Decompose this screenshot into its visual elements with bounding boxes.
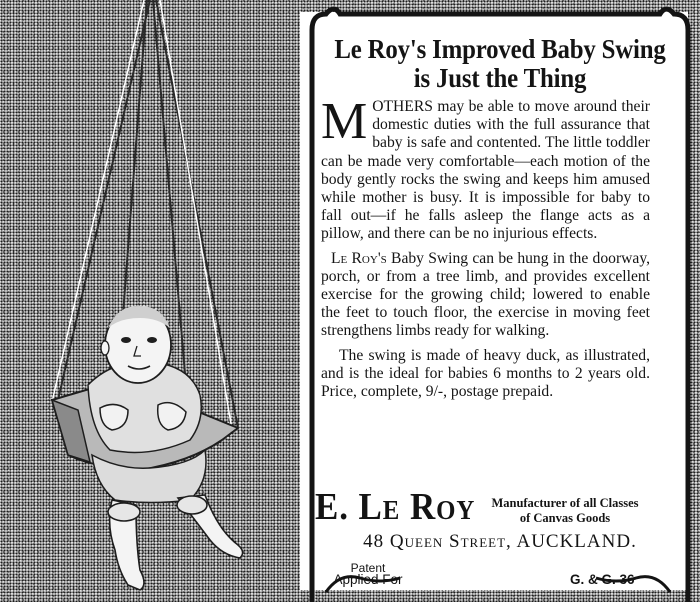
company-name: E. Le Roy <box>315 486 476 528</box>
headline-line2: is Just the Thing <box>413 63 587 93</box>
paragraph-2 <box>321 250 650 341</box>
headline-line1: Le Roy's Improved Baby Swing <box>334 34 666 64</box>
paragraph-2-text: Baby Swing can be hung in the doorway, porch, or from a tree limb, and provides excellent exercise for the growing child; lowered to enable the feet to touch floor, the exercise in moving feet strengthens limbs ready for walking. <box>321 249 650 340</box>
paragraph-3: The swing is made of heavy duck, as illustrated, and is the ideal for babies 6 months to 2 years old. Price, complete, 9/-, postage prepaid. <box>321 346 650 401</box>
ad-code: G. & G. 36 <box>570 572 635 587</box>
patent-line1: Patent <box>350 561 386 575</box>
address: 48 Queen Street, AUCKLAND. <box>363 531 637 552</box>
brand-name-inline: Le Roy's <box>331 249 387 267</box>
paragraph-1-text: OTHERS may be able to move around their domestic duties with the full assurance that baby is safe and contented. The little toddler can be made very comfortable—each motion of the body gently rocks the swing and keeps him amused while mother is busy. It is impossible for baby to fall out—if he falls asleep the flange acts as a pillow, and there can be no injurious effects. <box>321 98 650 243</box>
drop-cap: M <box>321 93 368 150</box>
baby-legs <box>108 495 243 590</box>
paragraph-1 <box>321 93 650 244</box>
baby-swing-illustration <box>0 0 300 602</box>
tagline-line1: Manufacturer of all Classes <box>491 496 639 510</box>
ad-body-copy <box>321 93 650 401</box>
patent-line2: Applied For <box>333 572 403 587</box>
tagline-line2: of Canvas Goods <box>519 511 611 525</box>
